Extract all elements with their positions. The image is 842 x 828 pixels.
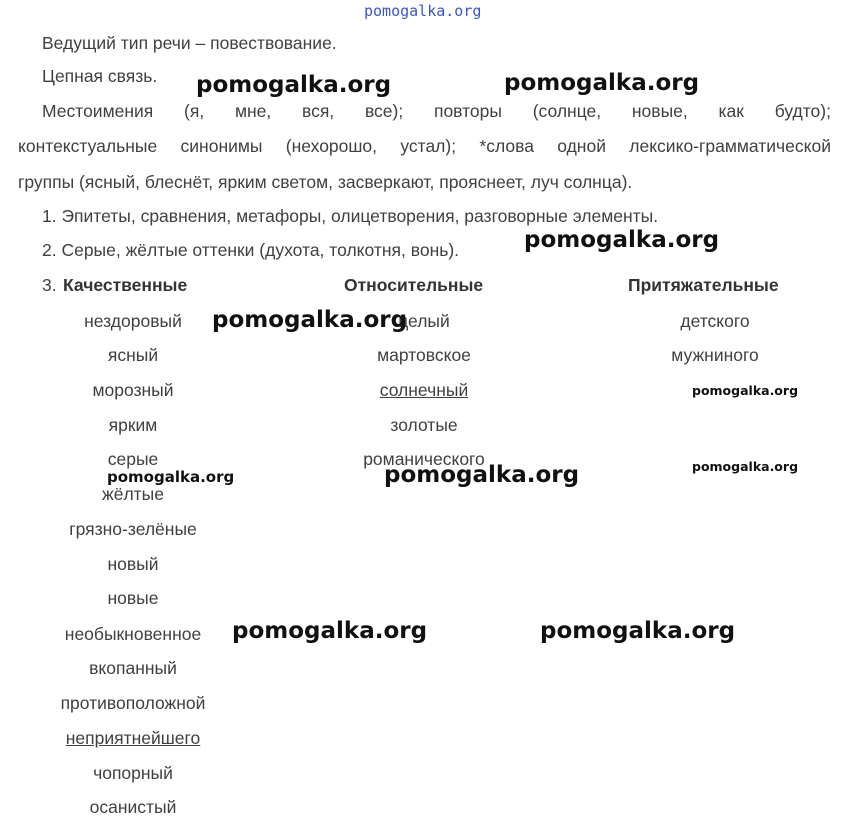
qualitative-word: нездоровый xyxy=(84,311,182,331)
qualitative-word: вкопанный xyxy=(89,658,177,678)
watermark: pomogalka.org xyxy=(196,72,392,98)
qualitative-word: грязно-зелёные xyxy=(69,519,197,539)
word: *слова xyxy=(479,136,534,156)
paragraph-pronouns-line1 xyxy=(42,101,831,122)
header-qualitative: Качественные xyxy=(63,275,188,295)
qualitative-word-underlined: неприятнейшего xyxy=(65,728,201,748)
list-item-3-number: 3. xyxy=(42,275,57,295)
word: будто); xyxy=(774,101,831,121)
word: одной xyxy=(557,136,606,156)
watermark: pomogalka.org xyxy=(692,383,799,398)
qualitative-word: необыкновенное xyxy=(64,624,202,644)
qualitative-word: новые xyxy=(107,588,159,608)
qualitative-word: морозный xyxy=(92,380,174,400)
word: лексико-грамматической xyxy=(629,136,832,156)
qualitative-word: чопорный xyxy=(93,763,173,783)
qualitative-word: противоположной xyxy=(60,693,206,713)
word: контекстуальные xyxy=(18,136,158,156)
word: вся, xyxy=(301,101,335,121)
qualitative-word: ярким xyxy=(108,415,158,435)
watermark: pomogalka.org xyxy=(212,307,408,333)
watermark: pomogalka.org xyxy=(107,468,235,486)
word: синонимы xyxy=(180,136,263,156)
word: (нехорошо, xyxy=(285,136,378,156)
watermark: pomogalka.org xyxy=(504,70,700,96)
word: (я, xyxy=(184,101,205,121)
relative-word-underlined: солнечный xyxy=(379,380,469,400)
possessive-word: детского xyxy=(680,311,750,331)
list-item-2: 2. Серые, жёлтые оттенки (духота, толкотня, вонь). xyxy=(42,240,460,260)
list-item-1: 1. Эпитеты, сравнения, метафоры, олицетворения, разговорные элементы. xyxy=(42,206,659,226)
qualitative-word: ясный xyxy=(107,345,159,365)
watermark-top: pomogalka.org xyxy=(364,2,482,20)
header-relative: Относительные xyxy=(344,275,484,295)
possessive-word: мужниного xyxy=(671,345,759,365)
paragraph-connection: Цепная связь. xyxy=(42,66,158,86)
watermark: pomogalka.org xyxy=(540,618,736,644)
word: как xyxy=(718,101,744,121)
word: (солнце, xyxy=(532,101,602,121)
watermark: pomogalka.org xyxy=(232,618,428,644)
relative-word: целый xyxy=(398,311,450,331)
paragraph-speech-type: Ведущий тип речи – повествование. xyxy=(42,33,337,53)
word: все); xyxy=(364,101,404,121)
paragraph-pronouns-line3: группы (ясный, блеснёт, ярким светом, засверкают, прояснеет, луч солнца). xyxy=(18,172,633,192)
word: новые, xyxy=(631,101,688,121)
word: повторы xyxy=(433,101,502,121)
word: мне, xyxy=(234,101,272,121)
relative-word: мартовское xyxy=(377,345,471,365)
word: Местоимения xyxy=(42,101,154,121)
paragraph-pronouns-line2 xyxy=(18,136,831,157)
qualitative-word: серые xyxy=(107,449,159,469)
qualitative-word: осанистый xyxy=(89,797,177,817)
word: устал); xyxy=(400,136,457,156)
header-possessive: Притяжательные xyxy=(628,275,779,295)
qualitative-word: новый xyxy=(107,554,159,574)
watermark: pomogalka.org xyxy=(384,462,580,488)
relative-word: золотые xyxy=(390,415,458,435)
watermark: pomogalka.org xyxy=(692,459,799,474)
watermark: pomogalka.org xyxy=(524,227,720,253)
relative-word: романического xyxy=(363,449,485,469)
qualitative-word: жёлтые xyxy=(102,484,164,504)
